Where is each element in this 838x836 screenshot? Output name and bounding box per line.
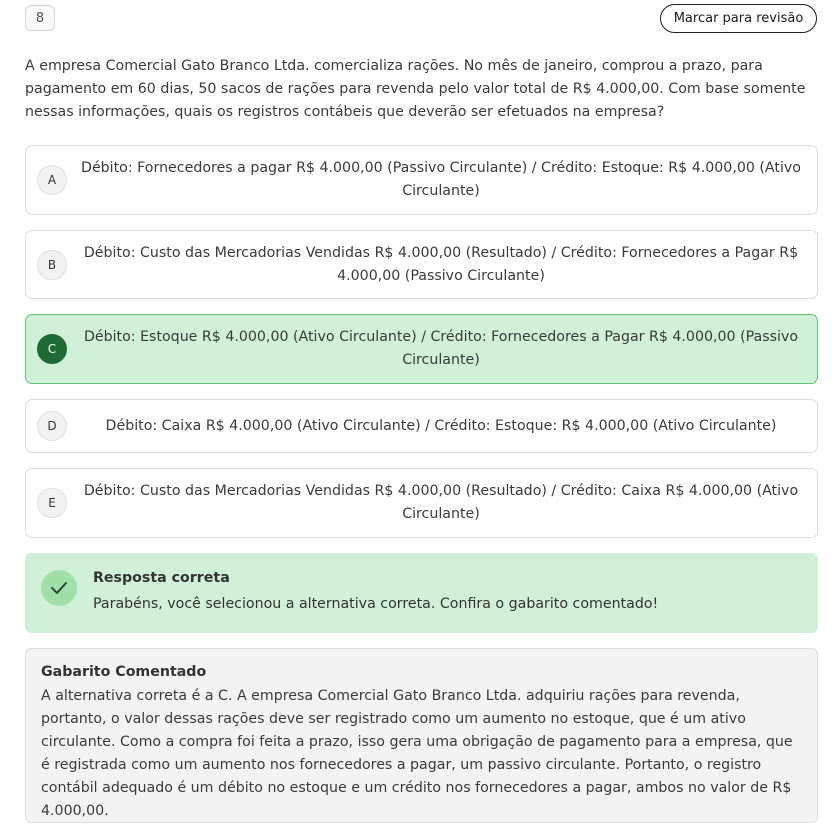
option-letter: C: [37, 334, 67, 364]
option-b[interactable]: [25, 230, 818, 299]
feedback-banner: [25, 553, 818, 633]
option-letter: B: [37, 250, 67, 280]
option-text: Débito: Estoque R$ 4.000,00 (Ativo Circulante) / Crédito: Fornecedores a Pagar R$ 4.000,00 (Passivo Circulante): [83, 329, 799, 368]
option-text: Débito: Custo das Mercadorias Vendidas R$ 4.000,00 (Resultado) / Crédito: Caixa R$ 4.000,00 (Ativo Circulante): [83, 483, 799, 522]
option-letter: D: [37, 411, 67, 441]
option-letter: A: [37, 165, 67, 195]
option-text: Débito: Custo das Mercadorias Vendidas R$ 4.000,00 (Resultado) / Crédito: Fornecedores a Pagar R$ 4.000,00 (Passivo Circulante): [83, 244, 799, 284]
commentary-panel: [25, 648, 818, 823]
question-text: A empresa Comercial Gato Branco Ltda. comercializa rações. No mês de janeiro, comprou a prazo, para pagamento em 60 dias, 50 sacos de rações para revenda pelo valor total de R$ 4.000,00. Com base somente nessas informações, quais os registros contábeis que deverão ser efetuados na empresa?: [25, 58, 806, 120]
commentary-title: Gabarito Comentado: [41, 664, 207, 680]
option-d[interactable]: [25, 399, 818, 453]
option-e[interactable]: [25, 468, 818, 538]
feedback-message: Parabéns, você selecionou a alternativa correta. Confira o gabarito comentado!: [93, 596, 659, 612]
question-number-badge: 8: [25, 5, 55, 31]
option-text: Débito: Caixa R$ 4.000,00 (Ativo Circulante) / Crédito: Estoque: R$ 4.000,00 (Ativo Circulante): [105, 417, 777, 434]
option-c[interactable]: [25, 314, 818, 384]
commentary-text: A alternativa correta é a C. A empresa Comercial Gato Branco Ltda. adquiriu rações para revenda, portanto, o valor dessas rações deve ser registrado como um aumento no estoque, que é um ativo circulante. Como a compra foi feita a prazo, isso gera uma obrigação de pagamento para a empresa, que é registrada como um aumento nos fornecedores a pagar, um passivo circulante. Portanto, o registro contábil adequado é um débito no estoque e um crédito nos fornecedores a pagar, ambos no valor de R$ 4.000,00.: [41, 688, 793, 819]
mark-for-review-button[interactable]: Marcar para revisão: [660, 4, 817, 33]
feedback-title: Resposta correta: [93, 570, 230, 586]
option-letter: E: [37, 488, 67, 518]
check-icon: [41, 570, 77, 606]
option-text: Débito: Fornecedores a pagar R$ 4.000,00 (Passivo Circulante) / Crédito: Estoque: R$ 4.000,00 (Ativo Circulante): [81, 160, 801, 199]
option-a[interactable]: [25, 145, 818, 215]
